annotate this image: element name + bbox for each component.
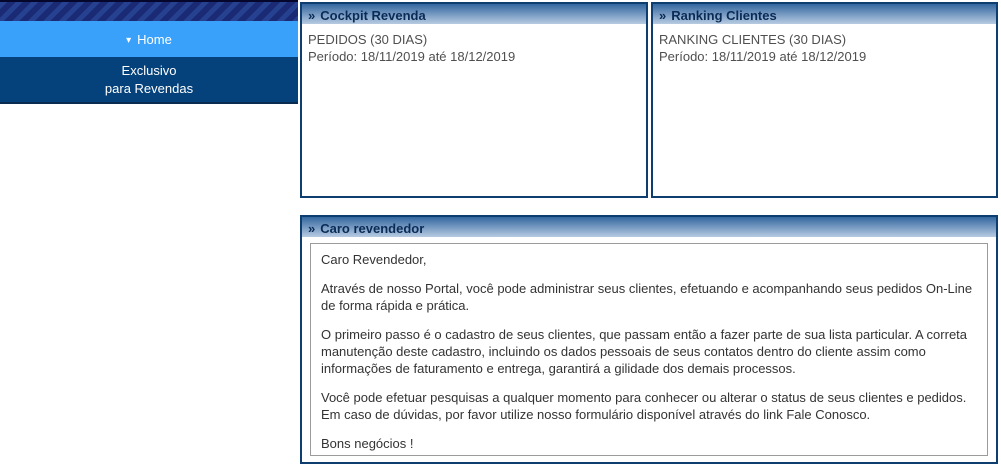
home-label: Home (137, 31, 172, 47)
panel-title: Caro revendedor (320, 220, 425, 236)
panel-caro-revendedor (300, 215, 998, 464)
double-chevron-icon: » (659, 7, 667, 23)
panel-cockpit-revenda (300, 2, 648, 198)
panel-ranking-clientes (651, 2, 998, 198)
cockpit-subject: PEDIDOS (30 DIAS) (308, 32, 428, 47)
panel-title: Ranking Clientes (671, 7, 777, 23)
chevron-down-icon: ▾ (126, 34, 132, 46)
double-chevron-icon: » (308, 7, 316, 23)
welcome-paragraphs (321, 251, 977, 452)
banner-line1: Exclusivo (121, 62, 177, 78)
sidebar-item-home[interactable] (0, 21, 298, 57)
cockpit-period: Período: 18/11/2019 até 18/12/2019 (308, 49, 516, 64)
panel-header-welcome (302, 217, 996, 237)
ranking-subject: RANKING CLIENTES (30 DIAS) (659, 32, 847, 47)
panel-title: Cockpit Revenda (320, 7, 426, 23)
double-chevron-icon: » (308, 220, 316, 236)
welcome-paragraph: Caro Revendedor, (321, 252, 427, 267)
welcome-paragraph: Você pode efetuar pesquisas a qualquer momento para conhecer ou alterar o status de seus clientes e pedidos. Em caso de dúvidas, por favor utilize nosso formulário disponível através do link Fale Conosco. (321, 390, 967, 422)
exclusivo-revendas-banner (0, 57, 298, 104)
welcome-message-box (310, 243, 988, 456)
panel-body-cockpit (302, 24, 646, 72)
panel-header-cockpit (302, 4, 646, 24)
panel-body-ranking (653, 24, 996, 72)
panel-header-ranking (653, 4, 996, 24)
welcome-paragraph: O primeiro passo é o cadastro de seus clientes, que passam então a fazer parte de sua lista particular. A correta manutenção deste cadastro, incluindo os dados pessoais de seus contatos dentro do cliente assim como informações de faturamento e entrega, garantirá a gilidade dos demais processos. (321, 327, 968, 376)
welcome-paragraph: Bons negócios ! (321, 436, 414, 451)
striped-decoration-bar (0, 0, 298, 21)
banner-line2: para Revendas (104, 80, 194, 96)
ranking-period: Período: 18/11/2019 até 18/12/2019 (659, 49, 867, 64)
welcome-paragraph: Através de nosso Portal, você pode administrar seus clientes, efetuando e acompanhando seus pedidos On-Line de forma rápida e prática. (321, 281, 973, 313)
